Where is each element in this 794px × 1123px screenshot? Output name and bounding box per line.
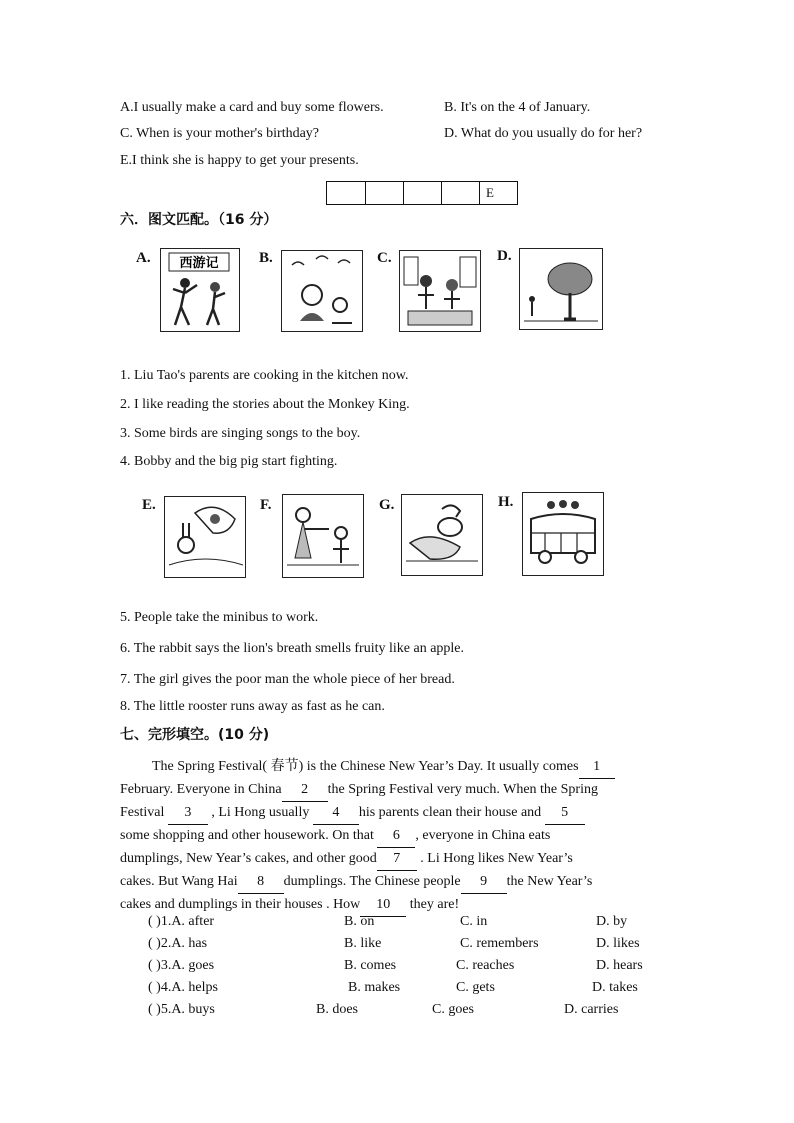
question-4-b[interactable]: B. makes (348, 980, 401, 995)
passage-text: some shopping and other housework. On that (120, 828, 374, 843)
picture-h (522, 492, 604, 576)
question-3-d[interactable]: D. hears (596, 958, 643, 973)
picture-g (401, 494, 483, 576)
blank-4[interactable]: 4 (313, 802, 359, 825)
answer-boxes (326, 181, 518, 205)
blank-9[interactable]: 9 (461, 871, 507, 894)
blank-1[interactable]: 1 (579, 756, 615, 779)
picture-f (282, 494, 364, 578)
picture-label-e: E. (142, 497, 156, 513)
kitchen-cooking-illustration (400, 251, 480, 331)
section-6-heading: 六．图文匹配。（16 分） (120, 212, 278, 228)
picture-label-f: F. (260, 497, 272, 513)
blank-10[interactable]: 10 (360, 894, 406, 917)
passage-text: dumplings. The Chinese people (283, 874, 461, 889)
passage-text: cakes. But Wang Hai (120, 874, 238, 889)
tree-illustration (520, 249, 602, 329)
passage-text: they are! (409, 897, 460, 912)
passage-text: the Spring Festival very much. When the Spring (327, 782, 598, 797)
sentence-7: 7. The girl gives the poor man the whole piece of her bread. (120, 672, 455, 687)
passage-text: dumplings, New Year’s cakes, and other good (120, 851, 377, 866)
question-5-a: ( )5.A. buys (148, 1002, 215, 1017)
question-5-c[interactable]: C. goes (432, 1002, 474, 1017)
picture-d (519, 248, 603, 330)
blank-3[interactable]: 3 (168, 802, 208, 825)
picture-e (164, 496, 246, 578)
picture-b (281, 250, 363, 332)
picture-a-caption: 西游记 (179, 256, 219, 271)
minibus-illustration (523, 493, 603, 575)
passage-text: the New Year’s (506, 874, 593, 889)
option-e: E.I think she is happy to get your presents. (120, 153, 359, 168)
question-4-c[interactable]: C. gets (456, 980, 495, 995)
question-2-d[interactable]: D. likes (596, 936, 640, 951)
passage-text: cakes and dumplings in their houses . How (120, 897, 361, 912)
rooster-runs-away-illustration (402, 495, 482, 575)
monkey-king-illustration (161, 249, 239, 331)
option-d: D. What do you usually do for her? (444, 126, 643, 141)
blank-8[interactable]: 8 (238, 871, 284, 894)
answer-box-2[interactable] (365, 182, 403, 204)
question-2-b[interactable]: B. like (344, 936, 382, 951)
rabbit-and-lion-illustration (165, 497, 245, 577)
blank-6[interactable]: 6 (377, 825, 415, 848)
boy-with-birds-illustration (282, 251, 362, 331)
passage-text: , Li Hong usually (211, 805, 310, 820)
question-1-c[interactable]: C. in (460, 914, 488, 929)
sentence-4: 4. Bobby and the big pig start fighting. (120, 454, 338, 469)
question-4-a: ( )4.A. helps (148, 980, 218, 995)
picture-label-h: H. (498, 494, 514, 510)
question-1-a: ( )1.A. after (148, 914, 215, 929)
picture-label-c: C. (377, 250, 392, 266)
question-1-d[interactable]: D. by (596, 914, 628, 929)
question-3-a: ( )3.A. goes (148, 958, 215, 973)
blank-5[interactable]: 5 (545, 802, 585, 825)
passage-text: February. Everyone in China (120, 782, 282, 797)
picture-label-d: D. (497, 248, 512, 264)
sentence-5: 5. People take the minibus to work. (120, 610, 319, 625)
question-3-c[interactable]: C. reaches (456, 958, 515, 973)
question-2-c[interactable]: C. remembers (460, 936, 539, 951)
question-4-d[interactable]: D. takes (592, 980, 638, 995)
sentence-8: 8. The little rooster runs away as fast as he can. (120, 699, 385, 714)
question-5-b[interactable]: B. does (316, 1002, 358, 1017)
picture-label-g: G. (379, 497, 395, 513)
option-b: B. It's on the 4 of January. (444, 100, 591, 115)
option-c: C. When is your mother's birthday? (120, 126, 320, 141)
sentence-1: 1. Liu Tao's parents are cooking in the kitchen now. (120, 368, 409, 383)
girl-gives-bread-illustration (283, 495, 363, 577)
question-1-b[interactable]: B. on (344, 914, 375, 929)
question-5-d[interactable]: D. carries (564, 1002, 619, 1017)
blank-7[interactable]: 7 (377, 848, 417, 871)
sentence-2: 2. I like reading the stories about the Monkey King. (120, 397, 410, 412)
sentence-6: 6. The rabbit says the lion's breath smells fruity like an apple. (120, 641, 465, 656)
question-2-a: ( )2.A. has (148, 936, 208, 951)
picture-c (399, 250, 481, 332)
answer-box-4[interactable] (441, 182, 479, 204)
passage-text: . Li Hong likes New Year’s (420, 851, 573, 866)
blank-2[interactable]: 2 (282, 779, 328, 802)
option-a: A.I usually make a card and buy some flowers. (120, 100, 384, 115)
passage-text: Festival (120, 805, 165, 820)
answer-box-1[interactable] (327, 182, 365, 204)
section-7-heading: 七、完形填空。(10 分) (120, 727, 270, 743)
picture-label-b: B. (259, 250, 273, 266)
picture-label-a: A. (136, 250, 151, 266)
question-3-b[interactable]: B. comes (344, 958, 397, 973)
passage-text: The Spring Festival( 春节) is the Chinese New Year’s Day. It usually comes (152, 759, 579, 774)
answer-box-3[interactable] (403, 182, 441, 204)
cloze-passage (120, 756, 680, 917)
sentence-3: 3. Some birds are singing songs to the boy. (120, 426, 361, 441)
picture-a (160, 248, 240, 332)
passage-text: , everyone in China eats (415, 828, 551, 843)
passage-text: his parents clean their house and (358, 805, 542, 820)
answer-box-5[interactable]: E (479, 182, 517, 204)
